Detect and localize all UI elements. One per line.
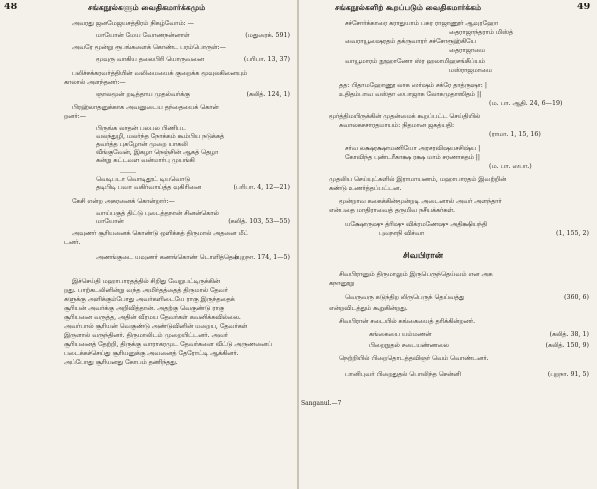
- text-line: [64, 287, 228, 295]
- line-text: பிருங்க லாதன் பலபல பிணிபட: [96, 125, 187, 132]
- text-line: [449, 67, 492, 75]
- text-line: [339, 82, 487, 90]
- text-line: [96, 210, 219, 218]
- line-text: கங்கையை யம்மணன்: [369, 331, 432, 338]
- line-text: ........: [120, 168, 137, 175]
- citation: (பரிபா. 13, 37): [243, 56, 290, 63]
- text-line: [96, 56, 204, 64]
- citation: (கலித். 103, 53—55): [228, 218, 290, 225]
- line-text: பிறைநுதல் சடையண்ணலை: [369, 342, 449, 349]
- line-text: (ம. பா. ஆதி. 24, 6—19): [489, 100, 563, 107]
- text-line: [96, 157, 195, 165]
- text-line: [329, 280, 354, 288]
- line-text: நெற்றியில் பிறைதொடத்தவிஞர் வெம் வொண்டனர்.: [339, 355, 489, 362]
- text-line: [96, 133, 224, 141]
- line-text: அவர்பால் சூரியன் வெகுண்டு அண்டுவினின் மறைய, தேவர்கள்: [64, 323, 248, 330]
- text-line: [339, 91, 481, 99]
- text-line: [489, 100, 562, 108]
- citation: (கலித். 38, 1): [549, 331, 589, 338]
- line-text: மாயோன் மேய வோணநன்னாள்: [96, 32, 190, 39]
- text-line: [96, 184, 201, 192]
- line-text: அவரே மூன்று ரூபங்களைக் கொண்ட பரம்பொருள்:—: [72, 44, 226, 51]
- citation: (பரிபா. 4, 12—21): [233, 184, 290, 191]
- text-line: [329, 176, 506, 184]
- text-line: [96, 254, 239, 262]
- line-text: வெடிபடா வொடிதூட் டியவொடு: [96, 176, 191, 183]
- text-line: [329, 207, 455, 215]
- line-text: புவநாநி விச்வா: [379, 230, 425, 237]
- text-line: [345, 38, 476, 46]
- citation: (மதுரைக். 591): [245, 32, 290, 39]
- text-line: [345, 294, 464, 302]
- text-line: [339, 198, 502, 206]
- text-line: [64, 350, 239, 358]
- text-line: [64, 314, 241, 322]
- line-text: மூன்றாவ ககைக்கின்மூன்றடி அடைனால் அவர் அளந்தார்: [339, 198, 502, 205]
- line-text: என்றவிடத்தும் கூறுகின்றது.: [329, 305, 408, 312]
- text-line: [120, 168, 136, 176]
- line-text: அப்போது சூரியனது கோபம் தணிந்தது.: [64, 359, 178, 366]
- text-line: [64, 359, 178, 367]
- text-line: [339, 122, 454, 130]
- line-text: களுக்கு அளிக்கும்போது அவர்களிடையே ராகு இருந்ததைக்: [64, 296, 235, 303]
- line-text: றது. பாற்கடலினின்று வந்த அமிர்தத்தைத் திருமால் தேவர்: [64, 287, 228, 294]
- line-text: அவுணர் சூரியனைக் கொண்டு ஒளிக்கத் திருமால் அதனை மீட்: [72, 230, 249, 237]
- citation: (புறநா. 174, 1—5): [234, 254, 290, 261]
- citation: (கலித். 150, 9): [545, 342, 589, 349]
- line-text: வெருவரு கடுந்திற லிருபெருந் தெய்வத்து: [345, 294, 465, 301]
- text-line: [64, 79, 126, 87]
- line-text: தைராஜாமை: [449, 47, 486, 54]
- line-text: இச்செய்தி மஹாபாரதத்தில் சிறிது வேறுபட்டிருக்கின்: [72, 278, 220, 285]
- line-text: சிவபிரானும் திருமாலும் இருபெருந்தெய்வம் என அக: [339, 271, 493, 278]
- line-text: கேசி என்ற அசுரனைக் கொன்றார்:—: [72, 198, 175, 205]
- line-text: டனர்.: [64, 239, 81, 246]
- page-number-right: 49: [577, 3, 591, 11]
- line-text: உதிதம்பாவ வஸ்தா ஸபாஜாக லோகமுதாஸிதம் ||: [339, 91, 482, 98]
- line-text: படைக்கச்செய்து சூரியனுக்கு அவனைத் தேரோட்டி ஆக்கினர்.: [64, 350, 239, 357]
- line-text: அணங்குடை யவுணர் கணங்கொண் டொளித்தென: [96, 254, 239, 261]
- text-line: [339, 271, 493, 279]
- signature-footer: Sanganul.—7: [301, 400, 342, 407]
- text-line: [329, 185, 401, 193]
- line-text: சூரியன் அவர்க்கு அறிவித்தான். அதற்கு வெகுண்டு ராகு: [64, 305, 225, 312]
- text-line: [339, 355, 489, 363]
- line-text: (ம. பா. ஸபா.): [489, 163, 532, 170]
- text-line: [96, 141, 188, 149]
- line-text: இருளால் வருந்தினர். திருமாலிடம் முறையிட்டனர். அவர்: [64, 332, 228, 339]
- text-line: [72, 44, 226, 52]
- text-line: [345, 371, 461, 379]
- text-line: [345, 145, 480, 153]
- line-text: தைராஜாந்தராம் மிஸ்த்: [449, 29, 513, 36]
- text-line: [96, 176, 190, 184]
- line-text: மஸ்ராஜமாமை: [449, 67, 493, 74]
- text-line: [345, 58, 485, 66]
- page-number-left: 48: [4, 3, 18, 11]
- text-line: [489, 131, 541, 139]
- text-line: [379, 230, 424, 238]
- text-line: [64, 239, 80, 247]
- text-line: [369, 342, 449, 350]
- text-line: [96, 149, 218, 157]
- line-text: கண்டு உணர்த்தப்பட்டன.: [329, 185, 402, 192]
- text-line: [345, 20, 498, 28]
- line-text: வீங்குவேன், இகழா நெஞ்சின் ஆகத் தெழா: [96, 149, 219, 156]
- text-line: [72, 104, 219, 112]
- text-line: [64, 296, 235, 304]
- citation: (புறநா. 91, 5): [547, 371, 589, 378]
- line-text: காலால் அளந்தனர்:—: [64, 79, 126, 86]
- text-line: [345, 154, 480, 162]
- line-text: அவரது ஜனமேஜயசத்திரம் நிகழ்வோம்: —: [72, 20, 194, 27]
- section-heading: சிவபிரான்: [403, 252, 444, 260]
- text-line: [72, 70, 247, 78]
- text-line: [72, 278, 220, 286]
- text-line: [64, 305, 224, 313]
- text-line: [64, 341, 272, 349]
- running-header-left: சங்கநூல்களும் வைதிகமார்க்கமும்: [88, 4, 206, 12]
- line-text: வாயூமாரம் நூஹாணோ ஸ்ர ஹலாமிஹசங்கீப்யம்: [345, 58, 485, 65]
- text-line: [64, 323, 247, 331]
- text-line: [329, 113, 480, 121]
- line-text: வலந்துழி, மலர்ந்த நோக்கம் கூம்பிய நடுக்கத்: [96, 133, 224, 140]
- line-text: தவர்த்த புகழோன் முறை யாகலி: [96, 141, 188, 148]
- citation: (கலித். 124, 1): [246, 91, 290, 98]
- line-text: முதலிய செய்யுட்களில் இராமாயணம், மஹாபாரதம் இவற்றின்: [329, 176, 507, 183]
- line-text: சூரியனை வருத்த, அதின் வீரமய தேவர்கள் கவனிக்கவில்லை.: [64, 314, 241, 321]
- line-text: பானிபுவர் பிறைதுதல் பொலிந்த சென்னி: [345, 371, 461, 378]
- text-line: [369, 331, 432, 339]
- line-text: சூரியனைத் தேற்றி, திருக்கு வாராகரமுட தேவர்களை வீட்டு அருணனைப்: [64, 341, 272, 348]
- line-text: மூர்த்திமயிருக்கின் முதன்மைக் கூறப்பட்ட செய்தியில்: [329, 113, 481, 120]
- text-line: [96, 125, 186, 133]
- text-line: [339, 318, 475, 326]
- text-line: [96, 91, 190, 99]
- line-text: (ராமா. 1, 15, 16): [489, 131, 541, 138]
- line-text: சச்சோர்க்காரை கராதுயாம் பசுர ராஜாணூர் ஆவுரஹோ: [345, 20, 499, 27]
- text-line: [64, 332, 228, 340]
- line-text: ஞாலமூன் றடித்தாய முதல்வர்க்கு: [96, 91, 190, 98]
- line-text: மூவுரு வாகிய தலைபிரி யொருவனை: [96, 56, 204, 63]
- text-line: [449, 29, 513, 37]
- text-line: [72, 20, 194, 28]
- line-text: கோவிந்த புண்டரீகாக்ஷ ரக்ஷ மாம் சரணாகதம் ||: [345, 154, 481, 161]
- text-line: [64, 113, 86, 121]
- text-line: [345, 221, 487, 229]
- line-text: பலிச்சக்கரவர்த்தியின் வலிமையைக் குறைக்க மூவுலகினையும்: [72, 70, 248, 77]
- text-line: [72, 230, 248, 238]
- text-line: [72, 198, 175, 206]
- line-text: தடிபிடி பவா வகிர்வாய்த்த வுகிரினை: [96, 184, 202, 191]
- text-line: [96, 32, 190, 40]
- citation: (1, 155, 2): [556, 230, 589, 237]
- running-header-right: சங்கநூல்களிற் கூறப்படும் வைதிகமார்க்கம்: [335, 4, 482, 12]
- line-text: கன்று கட்டவள வன்மார்பு முயங்கி: [96, 157, 195, 164]
- text-line: [96, 218, 124, 226]
- left-page: [0, 0, 298, 489]
- citation: (360, 6): [564, 294, 589, 301]
- line-text: தத: பிதாமஹோணூ லாக ஸர்ஷம் சக்ரே தாத்ருஷா: |: [339, 82, 488, 89]
- line-text: என்பதை மாதிராவைத் தருமிவ நசீயக்கர்கள்.: [329, 207, 456, 214]
- line-text: யக்ஷோருஷு த்ரிஷு விக்ரமணேஷு அதிக்ஷியந்தி: [345, 221, 488, 228]
- line-text: பிரஹ்லாதனுக்காக அவனுடைய தந்தையைக் கொன்: [72, 104, 219, 111]
- line-text: வைராயூஷைரதம் தக்ருவாரர் சச்சோரூஹ்கியே: [345, 38, 476, 45]
- line-text: வாய்பகுத் திட்டு புடைத்தநான் சினன்கொல்: [96, 210, 219, 217]
- right-page: [299, 0, 597, 489]
- line-text: மாயோன்: [96, 218, 124, 225]
- line-text: சிவபிரான் சடையில் கங்கையைத் தரிக்கின்றனர்.: [339, 318, 476, 325]
- line-text: றனர்:—: [64, 113, 87, 120]
- text-line: [329, 305, 408, 313]
- line-text: சர்வ லக்ஷரக்ஷாமணியோ அரசரவிஷயசசிஷ்ய |: [345, 145, 481, 152]
- line-text: சுவாலகசசாரதமாயம்: நிதமான ஜகத்யதி:: [339, 122, 455, 129]
- line-text: கநானூறு: [329, 280, 355, 287]
- text-line: [449, 47, 485, 55]
- text-line: [489, 163, 532, 171]
